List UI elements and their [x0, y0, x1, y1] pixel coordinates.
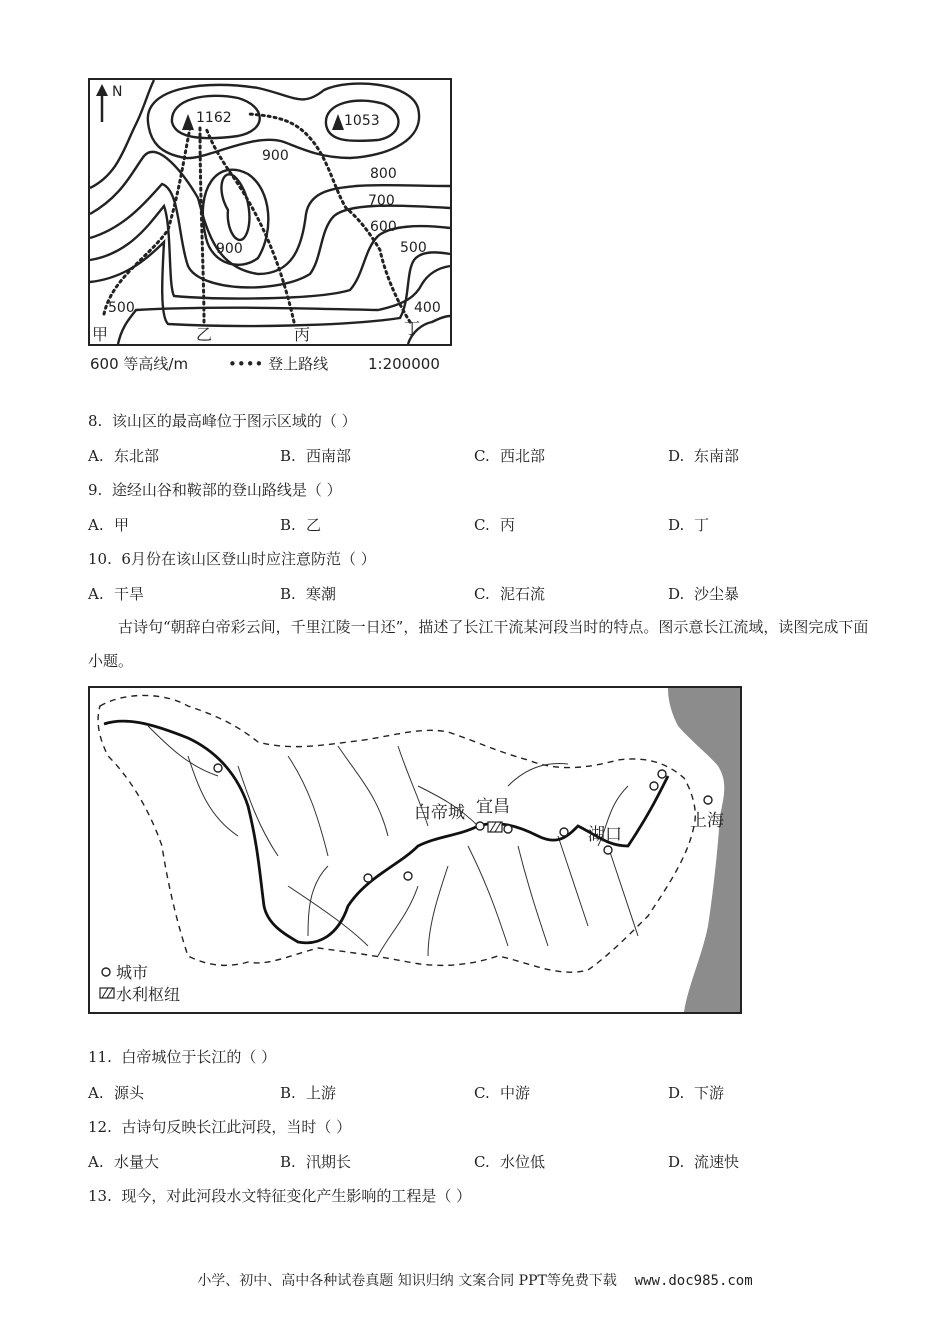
- question-11: [88, 1046, 276, 1067]
- question-8: [88, 410, 357, 431]
- label-baidicheng: 白帝城: [414, 803, 465, 823]
- contour-label: 700: [368, 193, 395, 209]
- option-a[interactable]: A. 东北部: [88, 447, 160, 465]
- question-text: 途经山谷和鞍部的登山路线是（ ）: [111, 481, 342, 499]
- option-b[interactable]: B. 乙: [280, 516, 322, 534]
- option-c[interactable]: C. 中游: [474, 1084, 531, 1102]
- option-b[interactable]: B. 西南部: [280, 447, 352, 465]
- option-b[interactable]: B. 寒潮: [280, 585, 337, 603]
- question-number: 9.: [88, 481, 103, 499]
- question-9: [88, 479, 342, 500]
- option-a[interactable]: A. 甲: [88, 516, 130, 534]
- option-c[interactable]: C. 泥石流: [474, 585, 546, 603]
- city-marker: [560, 828, 568, 836]
- option-a[interactable]: A. 水量大: [88, 1153, 160, 1171]
- footer-link[interactable]: www.doc985.com: [634, 1273, 753, 1289]
- footer-text: 小学、初中、高中各种试卷真题 知识归纳 文案合同 PPT等免费下载: [197, 1273, 617, 1289]
- dam-hatched-icon: [488, 822, 502, 832]
- route-label-yi: 乙: [196, 325, 213, 344]
- question-number: 8.: [88, 412, 103, 430]
- option-d[interactable]: D. 丁: [668, 516, 710, 534]
- option-d[interactable]: D. 流速快: [668, 1153, 740, 1171]
- question-8-options: [88, 445, 868, 467]
- question-11-options: [88, 1082, 868, 1104]
- option-c[interactable]: C. 丙: [474, 516, 516, 534]
- city-marker: [404, 872, 412, 880]
- route-label-bing: 丙: [294, 325, 311, 344]
- route-label-ding: 丁: [404, 319, 421, 338]
- passage-intro: 古诗句“朝辞白帝彩云间，千里江陵一日还”，描述了长江干流某河段当时的特点。图示意长江流域，读图完成下面小题。: [88, 618, 869, 670]
- city-marker-yichang: [504, 825, 512, 833]
- question-9-options: [88, 514, 868, 536]
- question-number: 11.: [88, 1048, 112, 1066]
- question-12: [88, 1116, 351, 1137]
- peak-1162-label: 1162: [196, 110, 232, 126]
- label-hukou: 湖口: [588, 825, 622, 845]
- option-c[interactable]: C. 水位低: [474, 1153, 546, 1171]
- dam-legend-icon: [100, 988, 114, 998]
- label-yichang: 宜昌: [476, 797, 510, 817]
- city-marker-shanghai: [704, 796, 712, 804]
- contour-label: 800: [370, 166, 397, 182]
- city-marker: [364, 874, 372, 882]
- question-12-options: [88, 1151, 868, 1173]
- option-d[interactable]: D. 下游: [668, 1084, 725, 1102]
- legend-city: 城市: [116, 963, 149, 982]
- label-shanghai: 上海: [690, 811, 724, 831]
- city-legend-icon: [102, 968, 110, 976]
- north-label: N: [112, 84, 123, 100]
- question-text: 白帝城位于长江的（ ）: [121, 1048, 277, 1066]
- city-marker-baidicheng: [476, 822, 484, 830]
- contour-map: [88, 78, 452, 376]
- option-a[interactable]: A. 源头: [88, 1084, 145, 1102]
- option-a[interactable]: A. 干旱: [88, 585, 145, 603]
- option-d[interactable]: D. 东南部: [668, 447, 740, 465]
- contour-label: 500: [400, 240, 427, 256]
- city-marker: [214, 764, 222, 772]
- contour-label: 600: [370, 219, 397, 235]
- question-text: 现今，对此河段水文特征变化产生影响的工程是（ ）: [121, 1187, 472, 1205]
- contour-label: 900: [216, 241, 243, 257]
- question-text: 该山区的最高峰位于图示区域的（ ）: [111, 412, 357, 430]
- page-footer: [0, 1270, 950, 1290]
- contour-label: 500: [108, 300, 135, 316]
- yangtze-basin-map: [88, 686, 742, 1014]
- option-b[interactable]: B. 汛期长: [280, 1153, 352, 1171]
- map-scale: 1:200000: [368, 355, 440, 373]
- question-number: 10.: [88, 550, 112, 568]
- peak-1053-label: 1053: [344, 113, 380, 129]
- contour-label: 900: [262, 148, 289, 164]
- question-10-options: [88, 583, 868, 605]
- question-text: 古诗句反映长江此河段，当时（ ）: [121, 1118, 352, 1136]
- option-d[interactable]: D. 沙尘暴: [668, 585, 740, 603]
- option-b[interactable]: B. 上游: [280, 1084, 337, 1102]
- question-10: [88, 548, 376, 569]
- city-marker-hukou: [604, 846, 612, 854]
- question-number: 12.: [88, 1118, 112, 1136]
- legend-route: •••• 登上路线: [228, 355, 329, 373]
- legend-contour: 600 等高线/m: [90, 355, 189, 373]
- route-label-jia: 甲: [92, 325, 109, 344]
- contour-label: 400: [414, 300, 441, 316]
- city-marker: [650, 782, 658, 790]
- question-13: [88, 1185, 471, 1206]
- question-number: 13.: [88, 1187, 112, 1205]
- question-text: 6月份在该山区登山时应注意防范（ ）: [121, 550, 376, 568]
- option-c[interactable]: C. 西北部: [474, 447, 546, 465]
- legend-dam: 水利枢纽: [116, 985, 181, 1004]
- city-marker: [658, 770, 666, 778]
